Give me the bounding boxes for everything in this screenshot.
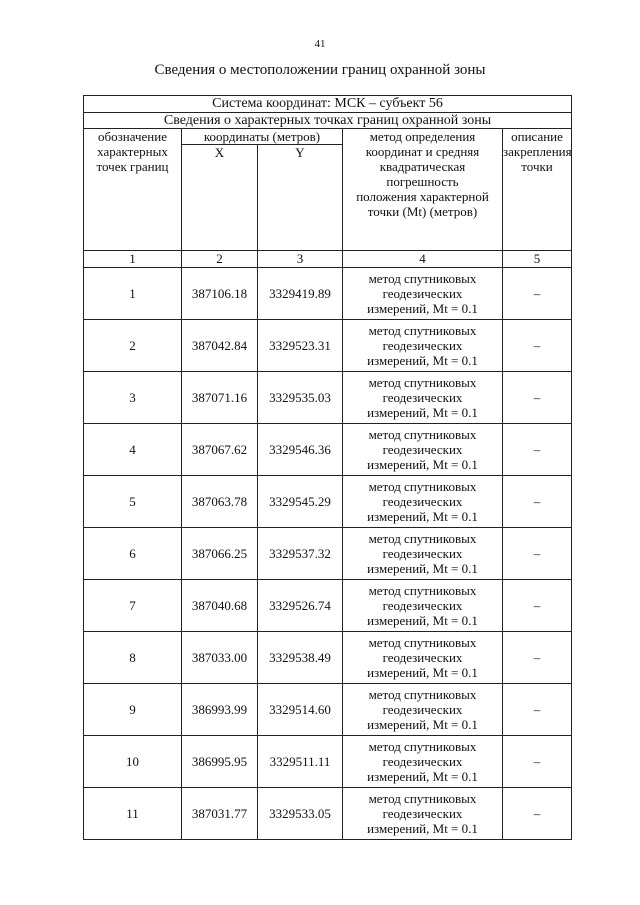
point-description: – bbox=[503, 372, 572, 424]
method-cell bbox=[343, 632, 503, 684]
coordinate-y: 3329535.03 bbox=[258, 372, 343, 424]
point-description: – bbox=[503, 684, 572, 736]
column-number: 2 bbox=[182, 251, 258, 268]
point-description: – bbox=[503, 580, 572, 632]
method-line: измерений, Mt = 0.1 bbox=[367, 457, 478, 472]
method-line: геодезических bbox=[382, 546, 463, 561]
method-line: измерений, Mt = 0.1 bbox=[367, 561, 478, 576]
point-description: – bbox=[503, 632, 572, 684]
coordinate-x: 387071.16 bbox=[182, 372, 258, 424]
table-row bbox=[84, 528, 572, 580]
method-line: измерений, Mt = 0.1 bbox=[367, 613, 478, 628]
coordinate-x: 387042.84 bbox=[182, 320, 258, 372]
header-line: точки (Mt) (метров) bbox=[367, 204, 478, 219]
coordinate-x: 386993.99 bbox=[182, 684, 258, 736]
point-description: – bbox=[503, 736, 572, 788]
table-row bbox=[84, 580, 572, 632]
point-number: 5 bbox=[84, 476, 182, 528]
method-line: измерений, Mt = 0.1 bbox=[367, 405, 478, 420]
table-row bbox=[84, 684, 572, 736]
method-cell bbox=[343, 736, 503, 788]
column-number: 3 bbox=[258, 251, 343, 268]
coordinate-x: 386995.95 bbox=[182, 736, 258, 788]
header-line: обозначение bbox=[98, 129, 167, 144]
point-number: 11 bbox=[84, 788, 182, 840]
header-line: квадратическая bbox=[379, 159, 466, 174]
method-line: геодезических bbox=[382, 338, 463, 353]
method-cell bbox=[343, 476, 503, 528]
point-number: 10 bbox=[84, 736, 182, 788]
method-line: метод спутниковых bbox=[368, 739, 477, 754]
point-description: – bbox=[503, 476, 572, 528]
method-cell bbox=[343, 424, 503, 476]
method-line: геодезических bbox=[382, 650, 463, 665]
table-row bbox=[84, 372, 572, 424]
coordinate-y: 3329419.89 bbox=[258, 268, 343, 320]
method-line: метод спутниковых bbox=[368, 791, 477, 806]
method-line: метод спутниковых bbox=[368, 271, 477, 286]
header-line: точек границ bbox=[96, 159, 169, 174]
coordinate-y: 3329514.60 bbox=[258, 684, 343, 736]
coordinate-y: 3329511.11 bbox=[258, 736, 343, 788]
method-cell bbox=[343, 268, 503, 320]
point-number: 7 bbox=[84, 580, 182, 632]
point-number: 6 bbox=[84, 528, 182, 580]
point-description: – bbox=[503, 528, 572, 580]
column-number: 1 bbox=[84, 251, 182, 268]
coordinate-y: 3329533.05 bbox=[258, 788, 343, 840]
point-description: – bbox=[503, 788, 572, 840]
method-line: метод спутниковых bbox=[368, 531, 477, 546]
method-line: геодезических bbox=[382, 286, 463, 301]
method-cell bbox=[343, 320, 503, 372]
column-number: 5 bbox=[503, 251, 572, 268]
method-line: геодезических bbox=[382, 390, 463, 405]
point-description: – bbox=[503, 320, 572, 372]
method-line: метод спутниковых bbox=[368, 479, 477, 494]
point-number: 3 bbox=[84, 372, 182, 424]
coordinate-x: 387040.68 bbox=[182, 580, 258, 632]
method-line: измерений, Mt = 0.1 bbox=[367, 509, 478, 524]
point-number: 8 bbox=[84, 632, 182, 684]
header-line: точки bbox=[521, 159, 553, 174]
method-line: геодезических bbox=[382, 806, 463, 821]
table-row bbox=[84, 320, 572, 372]
method-cell bbox=[343, 528, 503, 580]
point-number: 2 bbox=[84, 320, 182, 372]
method-cell bbox=[343, 788, 503, 840]
header-x: X bbox=[182, 145, 258, 251]
method-line: измерений, Mt = 0.1 bbox=[367, 769, 478, 784]
header-line: описание bbox=[511, 129, 563, 144]
coordinate-y: 3329546.36 bbox=[258, 424, 343, 476]
coordinate-y: 3329537.32 bbox=[258, 528, 343, 580]
coordinate-x: 387066.25 bbox=[182, 528, 258, 580]
header-line: метод определения bbox=[369, 129, 476, 144]
method-line: геодезических bbox=[382, 754, 463, 769]
coordinate-x: 387033.00 bbox=[182, 632, 258, 684]
coordinate-x: 387106.18 bbox=[182, 268, 258, 320]
method-line: метод спутниковых bbox=[368, 375, 477, 390]
method-line: измерений, Mt = 0.1 bbox=[367, 301, 478, 316]
coordinate-x: 387031.77 bbox=[182, 788, 258, 840]
method-line: метод спутниковых bbox=[368, 687, 477, 702]
method-cell bbox=[343, 684, 503, 736]
method-line: метод спутниковых bbox=[368, 427, 477, 442]
point-description: – bbox=[503, 424, 572, 476]
table-subtitle: Сведения о характерных точках границ охранной зоны bbox=[84, 113, 572, 129]
method-line: геодезических bbox=[382, 442, 463, 457]
table-body bbox=[84, 96, 572, 840]
header-coordinates: координаты (метров) bbox=[182, 129, 343, 145]
method-cell bbox=[343, 580, 503, 632]
table-row bbox=[84, 424, 572, 476]
table-row bbox=[84, 736, 572, 788]
method-line: измерений, Mt = 0.1 bbox=[367, 665, 478, 680]
header-line: погрешность bbox=[386, 174, 459, 189]
coordinate-x: 387063.78 bbox=[182, 476, 258, 528]
header-point-designation bbox=[84, 129, 182, 251]
header-line: закрепления bbox=[503, 144, 572, 159]
coordinate-y: 3329526.74 bbox=[258, 580, 343, 632]
header-y: Y bbox=[258, 145, 343, 251]
header-method bbox=[343, 129, 503, 251]
method-line: измерений, Mt = 0.1 bbox=[367, 353, 478, 368]
method-line: геодезических bbox=[382, 702, 463, 717]
header-line: положения характерной bbox=[356, 189, 489, 204]
point-number: 9 bbox=[84, 684, 182, 736]
coordinate-y: 3329545.29 bbox=[258, 476, 343, 528]
method-line: метод спутниковых bbox=[368, 323, 477, 338]
document-title: Сведения о местоположении границ охранной зоны bbox=[154, 62, 486, 78]
header-line: характерных bbox=[97, 144, 168, 159]
method-line: метод спутниковых bbox=[368, 583, 477, 598]
boundary-points-table bbox=[83, 95, 572, 840]
point-number: 1 bbox=[84, 268, 182, 320]
table-row bbox=[84, 788, 572, 840]
method-line: измерений, Mt = 0.1 bbox=[367, 717, 478, 732]
point-number: 4 bbox=[84, 424, 182, 476]
header-line: координат и средняя bbox=[365, 144, 480, 159]
method-line: геодезических bbox=[382, 598, 463, 613]
method-line: метод спутниковых bbox=[368, 635, 477, 650]
page-number: 41 bbox=[314, 38, 326, 50]
column-number: 4 bbox=[343, 251, 503, 268]
coordinate-x: 387067.62 bbox=[182, 424, 258, 476]
coordinate-y: 3329523.31 bbox=[258, 320, 343, 372]
point-description: – bbox=[503, 268, 572, 320]
table-row bbox=[84, 632, 572, 684]
coordinate-y: 3329538.49 bbox=[258, 632, 343, 684]
table-row bbox=[84, 476, 572, 528]
table-row bbox=[84, 268, 572, 320]
method-line: геодезических bbox=[382, 494, 463, 509]
header-description bbox=[503, 129, 572, 251]
method-cell bbox=[343, 372, 503, 424]
coordinate-system-title: Система координат: МСК – субъект 56 bbox=[84, 96, 572, 113]
method-line: измерений, Mt = 0.1 bbox=[367, 821, 478, 836]
